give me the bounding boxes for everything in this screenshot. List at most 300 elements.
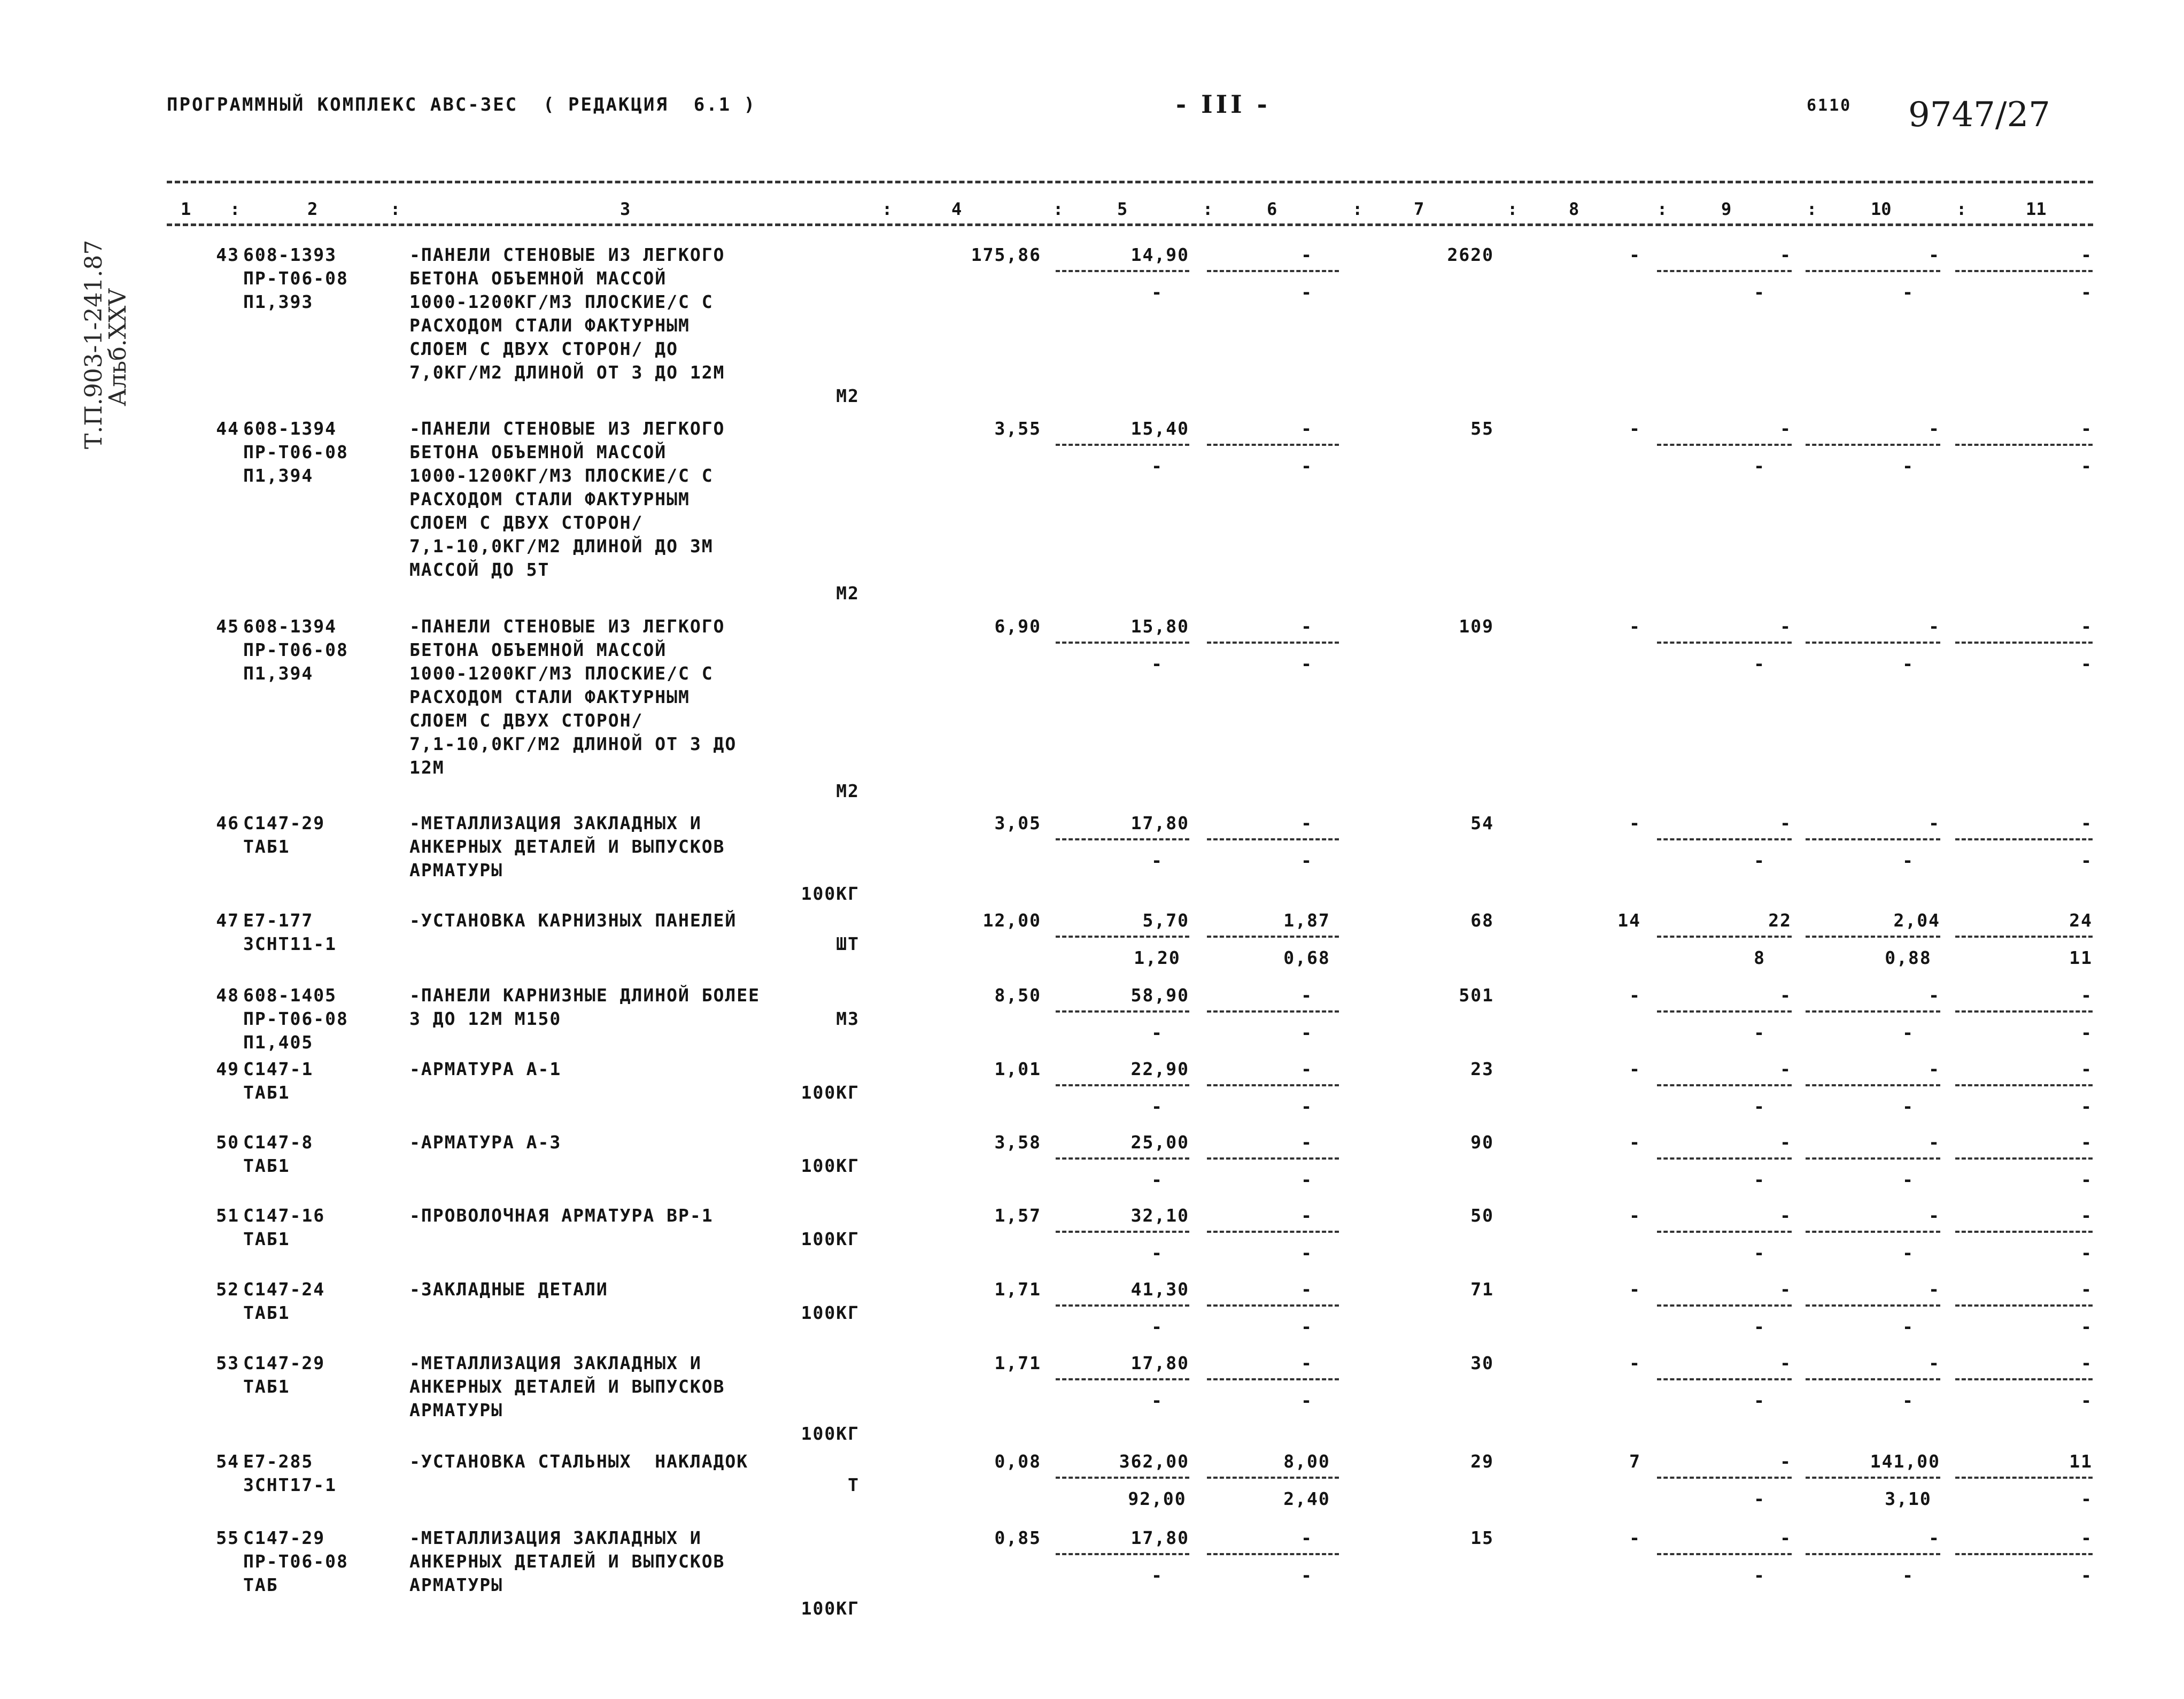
row-53-col4: 1,71 — [994, 1353, 1041, 1373]
row-45-description-line: 7,1-10,0КГ/М2 ДЛИНОЙ ОТ 3 ДО — [409, 733, 737, 754]
row-51-col8: - — [1629, 1205, 1641, 1226]
row-51-col7: 50 — [1470, 1205, 1494, 1226]
row-44-col6-secondary: - — [1301, 455, 1313, 476]
row-53-col11-secondary: - — [2081, 1390, 2093, 1411]
row-52-code-line: С147-24 — [243, 1279, 326, 1300]
row-48-rule-col5 — [1056, 1010, 1189, 1013]
row-52-col10: - — [1929, 1279, 1940, 1300]
row-55-col10: - — [1929, 1527, 1940, 1548]
row-43-rule-col10 — [1806, 270, 1940, 272]
row-43-rule-col11 — [1955, 270, 2093, 272]
row-47-description-line: -УСТАНОВКА КАРНИЗНЫХ ПАНЕЛЕЙ — [409, 910, 737, 931]
row-44-description-line: -ПАНЕЛИ СТЕНОВЫЕ ИЗ ЛЕГКОГО — [409, 418, 725, 439]
row-53-rule-col5 — [1056, 1378, 1189, 1380]
row-47-rule-col10 — [1806, 936, 1940, 938]
row-44-rule-col6 — [1207, 444, 1339, 446]
row-44-description-line: 1000-1200КГ/М3 ПЛОСКИЕ/С С — [409, 465, 714, 486]
row-44-col11: - — [2081, 418, 2093, 439]
row-51-rule-col9 — [1657, 1231, 1792, 1233]
row-47-col6-secondary: 0,68 — [1283, 947, 1330, 968]
row-45-rule-col10 — [1806, 642, 1940, 644]
row-50-rule-col10 — [1806, 1157, 1940, 1160]
row-47-col8: 14 — [1617, 910, 1641, 931]
row-49-col7: 23 — [1470, 1059, 1494, 1079]
row-43-description-line: 7,0КГ/М2 ДЛИНОЙ ОТ 3 ДО 12М — [409, 362, 725, 383]
row-53-col10-secondary: - — [1902, 1390, 1914, 1411]
row-52-col6: - — [1301, 1279, 1313, 1300]
row-45-description-line: БЕТОНА ОБЪЕМНОЙ МАССОЙ — [409, 639, 667, 660]
row-54-code-line: ЗСНТ17-1 — [243, 1474, 337, 1495]
row-54-col10-secondary: 3,10 — [1885, 1488, 1932, 1509]
row-53-unit: 100КГ — [801, 1423, 859, 1444]
row-43-col11-secondary: - — [2081, 282, 2093, 303]
row-55-description-line: -МЕТАЛЛИЗАЦИЯ ЗАКЛАДНЫХ И — [409, 1527, 702, 1548]
column-separator: : — [390, 199, 401, 219]
row-45-code-line: 608-1394 — [243, 616, 337, 637]
row-50-col5-secondary: - — [1151, 1169, 1163, 1190]
row-54-rule-col9 — [1657, 1477, 1792, 1479]
row-51-unit: 100КГ — [801, 1229, 859, 1249]
row-48-code-line: ПР-Т06-08 — [243, 1008, 348, 1029]
row-54-col11: 11 — [2069, 1451, 2093, 1472]
row-55-col9-secondary: - — [1754, 1565, 1765, 1586]
column-header-3: 3 — [620, 199, 631, 219]
row-43-rule-col5 — [1056, 270, 1189, 272]
row-55-rule-col6 — [1207, 1553, 1339, 1555]
row-49-col10-secondary: - — [1902, 1096, 1914, 1117]
row-47-col11-secondary: 11 — [2069, 947, 2093, 968]
row-50-col6: - — [1301, 1132, 1313, 1153]
row-52-col5-secondary: - — [1151, 1316, 1163, 1337]
row-50-col10: - — [1929, 1132, 1940, 1153]
row-54-col11-secondary: - — [2081, 1488, 2093, 1509]
row-44-col9: - — [1780, 418, 1792, 439]
row-45-col5-secondary: - — [1151, 653, 1163, 674]
row-52-col9-secondary: - — [1754, 1316, 1765, 1337]
row-53-rule-col6 — [1207, 1378, 1339, 1380]
row-49-col9: - — [1780, 1059, 1792, 1079]
row-49-rule-col10 — [1806, 1084, 1940, 1086]
row-43-description-line: СЛОЕМ С ДВУХ СТОРОН/ ДО — [409, 338, 678, 359]
row-53-col6: - — [1301, 1353, 1313, 1373]
row-49-description-line: -АРМАТУРА А-1 — [409, 1059, 562, 1079]
row-54-col4: 0,08 — [994, 1451, 1041, 1472]
row-47-col11: 24 — [2069, 910, 2093, 931]
row-45-col8: - — [1629, 616, 1641, 637]
row-49-code-line: ТАБ1 — [243, 1082, 290, 1103]
row-48-number: 48 — [216, 985, 239, 1006]
row-49-rule-col9 — [1657, 1084, 1792, 1086]
row-50-code-line: С147-8 — [243, 1132, 314, 1153]
row-45-rule-col9 — [1657, 642, 1792, 644]
row-46-col6: - — [1301, 813, 1313, 833]
row-54-col5: 362,00 — [1119, 1451, 1189, 1472]
row-51-col5-secondary: - — [1151, 1242, 1163, 1263]
row-47-col10: 2,04 — [1893, 910, 1940, 931]
column-header-7: 7 — [1414, 199, 1424, 219]
row-43-description-line: -ПАНЕЛИ СТЕНОВЫЕ ИЗ ЛЕГКОГО — [409, 244, 725, 265]
row-43-col11: - — [2081, 244, 2093, 265]
row-49-rule-col11 — [1955, 1084, 2093, 1086]
row-55-col10-secondary: - — [1902, 1565, 1914, 1586]
row-46-description-line: АНКЕРНЫХ ДЕТАЛЕЙ И ВЫПУСКОВ — [409, 836, 725, 857]
row-46-description-line: -МЕТАЛЛИЗАЦИЯ ЗАКЛАДНЫХ И — [409, 813, 702, 833]
row-43-code-line: П1,393 — [243, 291, 314, 312]
row-53-description-line: АРМАТУРЫ — [409, 1400, 503, 1420]
row-49-col5: 22,90 — [1130, 1059, 1189, 1079]
row-52-rule-col11 — [1955, 1304, 2093, 1307]
row-51-col9: - — [1780, 1205, 1792, 1226]
row-55-col6: - — [1301, 1527, 1313, 1548]
row-54-col7: 29 — [1470, 1451, 1494, 1472]
row-54-unit: Т — [848, 1474, 859, 1495]
row-44-col6: - — [1301, 418, 1313, 439]
row-51-rule-col11 — [1955, 1231, 2093, 1233]
row-52-code-line: ТАБ1 — [243, 1302, 290, 1323]
row-52-col11-secondary: - — [2081, 1316, 2093, 1337]
row-54-col6: 8,00 — [1283, 1451, 1330, 1472]
page-number: - III - — [1176, 90, 1271, 119]
row-50-rule-col9 — [1657, 1157, 1792, 1160]
column-separator: : — [1807, 199, 1817, 219]
row-52-rule-col6 — [1207, 1304, 1339, 1307]
row-49-unit: 100КГ — [801, 1082, 859, 1103]
row-47-col5: 5,70 — [1142, 910, 1189, 931]
row-55-number: 55 — [216, 1527, 239, 1548]
row-53-rule-col10 — [1806, 1378, 1940, 1380]
row-43-unit: М2 — [836, 385, 859, 406]
row-48-col8: - — [1629, 985, 1641, 1006]
row-45-rule-col6 — [1207, 642, 1339, 644]
row-50-description-line: -АРМАТУРА А-3 — [409, 1132, 562, 1153]
row-43-col10: - — [1929, 244, 1940, 265]
row-54-number: 54 — [216, 1451, 239, 1472]
row-46-rule-col9 — [1657, 838, 1792, 840]
column-separator: : — [230, 199, 241, 219]
row-54-col9-secondary: - — [1754, 1488, 1765, 1509]
column-header-4: 4 — [951, 199, 962, 219]
row-46-col5-secondary: - — [1151, 850, 1163, 871]
handwritten-number: 9747/27 — [1908, 95, 2050, 135]
row-45-description-line: СЛОЕМ С ДВУХ СТОРОН/ — [409, 710, 644, 731]
row-47-rule-col5 — [1056, 936, 1189, 938]
row-44-col9-secondary: - — [1754, 455, 1765, 476]
row-53-col8: - — [1629, 1353, 1641, 1373]
row-44-rule-col9 — [1657, 444, 1792, 446]
row-48-description-line: 3 ДО 12М М150 — [409, 1008, 562, 1029]
column-separator: : — [882, 199, 893, 219]
row-53-col7: 30 — [1470, 1353, 1494, 1373]
row-46-col5: 17,80 — [1130, 813, 1189, 833]
column-separator: : — [1507, 199, 1518, 219]
row-49-col5-secondary: - — [1151, 1096, 1163, 1117]
row-46-col4: 3,05 — [994, 813, 1041, 833]
row-45-col11-secondary: - — [2081, 653, 2093, 674]
row-53-col6-secondary: - — [1301, 1390, 1313, 1411]
row-45-description-line: 12М — [409, 757, 445, 778]
row-43-col6: - — [1301, 244, 1313, 265]
row-52-unit: 100КГ — [801, 1302, 859, 1323]
row-55-col5-secondary: - — [1151, 1565, 1163, 1586]
row-44-description-line: РАСХОДОМ СТАЛИ ФАКТУРНЫМ — [409, 489, 690, 509]
row-49-col4: 1,01 — [994, 1059, 1041, 1079]
row-48-rule-col6 — [1207, 1010, 1339, 1013]
row-46-col7: 54 — [1470, 813, 1494, 833]
row-43-col5: 14,90 — [1130, 244, 1189, 265]
row-46-number: 46 — [216, 813, 239, 833]
row-47-col5-secondary: 1,20 — [1134, 947, 1181, 968]
row-55-code-line: ПР-Т06-08 — [243, 1551, 348, 1572]
row-51-col11-secondary: - — [2081, 1242, 2093, 1263]
row-46-rule-col6 — [1207, 838, 1339, 840]
row-48-col10: - — [1929, 985, 1940, 1006]
row-45-description-line: РАСХОДОМ СТАЛИ ФАКТУРНЫМ — [409, 686, 690, 707]
row-51-col10: - — [1929, 1205, 1940, 1226]
row-48-rule-col9 — [1657, 1010, 1792, 1013]
row-55-col11-secondary: - — [2081, 1565, 2093, 1586]
row-50-col6-secondary: - — [1301, 1169, 1313, 1190]
row-48-unit: М3 — [836, 1008, 859, 1029]
row-52-col5: 41,30 — [1130, 1279, 1189, 1300]
row-47-number: 47 — [216, 910, 239, 931]
row-49-col10: - — [1929, 1059, 1940, 1079]
row-51-code-line: С147-16 — [243, 1205, 326, 1226]
row-48-rule-col10 — [1806, 1010, 1940, 1013]
row-47-unit: ШТ — [836, 933, 859, 954]
row-45-col10-secondary: - — [1902, 653, 1914, 674]
row-54-col6-secondary: 2,40 — [1283, 1488, 1330, 1509]
row-51-col10-secondary: - — [1902, 1242, 1914, 1263]
row-49-col9-secondary: - — [1754, 1096, 1765, 1117]
row-53-description-line: АНКЕРНЫХ ДЕТАЛЕЙ И ВЫПУСКОВ — [409, 1376, 725, 1397]
row-46-col11: - — [2081, 813, 2093, 833]
column-header-1: 1 — [181, 199, 191, 219]
row-48-rule-col11 — [1955, 1010, 2093, 1013]
row-51-code-line: ТАБ1 — [243, 1229, 290, 1249]
row-44-col7: 55 — [1470, 418, 1494, 439]
row-51-col5: 32,10 — [1130, 1205, 1189, 1226]
column-separator: : — [1956, 199, 1967, 219]
side-stamp-album: Альб.XXV — [104, 288, 131, 406]
row-44-code-line: П1,394 — [243, 465, 314, 486]
row-46-unit: 100КГ — [801, 883, 859, 904]
row-50-col11-secondary: - — [2081, 1169, 2093, 1190]
row-54-col10: 141,00 — [1870, 1451, 1940, 1472]
row-54-rule-col6 — [1207, 1477, 1339, 1479]
row-43-number: 43 — [216, 244, 239, 265]
row-43-col6-secondary: - — [1301, 282, 1313, 303]
row-44-col11-secondary: - — [2081, 455, 2093, 476]
row-55-rule-col10 — [1806, 1553, 1940, 1555]
program-header: ПРОГРАММНЫЙ КОМПЛЕКС АВС-ЗЕС ( РЕДАКЦИЯ 6.1 ) — [167, 94, 757, 115]
row-48-col9-secondary: - — [1754, 1022, 1765, 1043]
row-53-code-line: ТАБ1 — [243, 1376, 290, 1397]
row-46-rule-col5 — [1056, 838, 1189, 840]
row-49-rule-col6 — [1207, 1084, 1339, 1086]
row-52-rule-col9 — [1657, 1304, 1792, 1307]
row-44-description-line: СЛОЕМ С ДВУХ СТОРОН/ — [409, 512, 644, 533]
row-43-description-line: РАСХОДОМ СТАЛИ ФАКТУРНЫМ — [409, 315, 690, 336]
row-44-code-line: 608-1394 — [243, 418, 337, 439]
row-53-description-line: -МЕТАЛЛИЗАЦИЯ ЗАКЛАДНЫХ И — [409, 1353, 702, 1373]
row-55-col5: 17,80 — [1130, 1527, 1189, 1548]
row-44-rule-col11 — [1955, 444, 2093, 446]
row-50-rule-col11 — [1955, 1157, 2093, 1160]
row-50-col10-secondary: - — [1902, 1169, 1914, 1190]
header-bottom-rule — [167, 223, 2093, 226]
row-46-col10-secondary: - — [1902, 850, 1914, 871]
row-45-description-line: -ПАНЕЛИ СТЕНОВЫЕ ИЗ ЛЕГКОГО — [409, 616, 725, 637]
row-48-col5-secondary: - — [1151, 1022, 1163, 1043]
row-46-col6-secondary: - — [1301, 850, 1313, 871]
row-45-description-line: 1000-1200КГ/М3 ПЛОСКИЕ/С С — [409, 663, 714, 684]
row-45-col4: 6,90 — [994, 616, 1041, 637]
row-53-code-line: С147-29 — [243, 1353, 326, 1373]
row-53-rule-col9 — [1657, 1378, 1792, 1380]
row-51-rule-col6 — [1207, 1231, 1339, 1233]
row-49-col11-secondary: - — [2081, 1096, 2093, 1117]
row-49-col8: - — [1629, 1059, 1641, 1079]
row-49-code-line: С147-1 — [243, 1059, 314, 1079]
column-header-10: 10 — [1871, 199, 1892, 219]
top-rule — [167, 181, 2093, 183]
row-51-col4: 1,57 — [994, 1205, 1041, 1226]
row-54-rule-col5 — [1056, 1477, 1189, 1479]
column-header-6: 6 — [1267, 199, 1277, 219]
row-44-col10-secondary: - — [1902, 455, 1914, 476]
row-43-description-line: БЕТОНА ОБЪЕМНОЙ МАССОЙ — [409, 268, 667, 289]
row-46-rule-col11 — [1955, 838, 2093, 840]
row-45-unit: М2 — [836, 781, 859, 801]
row-50-col5: 25,00 — [1130, 1132, 1189, 1153]
row-55-col4: 0,85 — [994, 1527, 1041, 1548]
row-50-col7: 90 — [1470, 1132, 1494, 1153]
row-51-description-line: -ПРОВОЛОЧНАЯ АРМАТУРА ВР-1 — [409, 1205, 714, 1226]
row-54-col8: 7 — [1629, 1451, 1641, 1472]
row-47-code-line: ЗСНТ11-1 — [243, 933, 337, 954]
row-50-col9-secondary: - — [1754, 1169, 1765, 1190]
row-45-col11: - — [2081, 616, 2093, 637]
row-45-code-line: П1,394 — [243, 663, 314, 684]
row-55-col11: - — [2081, 1527, 2093, 1548]
row-51-rule-col10 — [1806, 1231, 1940, 1233]
row-46-rule-col10 — [1806, 838, 1940, 840]
column-header-9: 9 — [1721, 199, 1732, 219]
row-53-col5: 17,80 — [1130, 1353, 1189, 1373]
row-47-col6: 1,87 — [1283, 910, 1330, 931]
row-55-code-line: ТАБ — [243, 1574, 278, 1595]
row-44-col10: - — [1929, 418, 1940, 439]
row-43-col8: - — [1629, 244, 1641, 265]
row-49-rule-col5 — [1056, 1084, 1189, 1086]
row-49-col6: - — [1301, 1059, 1313, 1079]
row-45-col7: 109 — [1459, 616, 1494, 637]
row-51-col6: - — [1301, 1205, 1313, 1226]
row-47-code-line: Е7-177 — [243, 910, 314, 931]
row-47-col9-secondary: 8 — [1754, 947, 1765, 968]
row-51-rule-col5 — [1056, 1231, 1189, 1233]
row-55-code-line: С147-29 — [243, 1527, 326, 1548]
row-45-col5: 15,80 — [1130, 616, 1189, 637]
side-stamp-project: Т.П.903-1-241.87 — [80, 240, 107, 449]
row-54-col9: - — [1780, 1451, 1792, 1472]
row-53-col10: - — [1929, 1353, 1940, 1373]
row-45-code-line: ПР-Т06-08 — [243, 639, 348, 660]
row-52-rule-col10 — [1806, 1304, 1940, 1307]
row-44-code-line: ПР-Т06-08 — [243, 442, 348, 462]
column-separator: : — [1053, 199, 1064, 219]
row-48-col9: - — [1780, 985, 1792, 1006]
row-44-rule-col5 — [1056, 444, 1189, 446]
row-48-col4: 8,50 — [994, 985, 1041, 1006]
row-44-col5: 15,40 — [1130, 418, 1189, 439]
row-43-description-line: 1000-1200КГ/М3 ПЛОСКИЕ/С С — [409, 291, 714, 312]
row-44-unit: М2 — [836, 583, 859, 604]
row-51-col9-secondary: - — [1754, 1242, 1765, 1263]
row-45-col6-secondary: - — [1301, 653, 1313, 674]
row-53-col5-secondary: - — [1151, 1390, 1163, 1411]
row-50-col4: 3,58 — [994, 1132, 1041, 1153]
row-43-col4: 175,86 — [971, 244, 1041, 265]
row-43-rule-col9 — [1657, 270, 1792, 272]
row-48-col11-secondary: - — [2081, 1022, 2093, 1043]
row-52-col7: 71 — [1470, 1279, 1494, 1300]
row-52-col11: - — [2081, 1279, 2093, 1300]
row-55-rule-col5 — [1056, 1553, 1189, 1555]
row-46-col10: - — [1929, 813, 1940, 833]
row-53-rule-col11 — [1955, 1378, 2093, 1380]
row-46-col11-secondary: - — [2081, 850, 2093, 871]
row-45-col9-secondary: - — [1754, 653, 1765, 674]
row-43-col9-secondary: - — [1754, 282, 1765, 303]
column-header-11: 11 — [2026, 199, 2047, 219]
row-54-description-line: -УСТАНОВКА СТАЛЬНЫХ НАКЛАДОК — [409, 1451, 749, 1472]
row-46-col8: - — [1629, 813, 1641, 833]
row-48-col6: - — [1301, 985, 1313, 1006]
row-49-col6-secondary: - — [1301, 1096, 1313, 1117]
row-55-description-line: АНКЕРНЫХ ДЕТАЛЕЙ И ВЫПУСКОВ — [409, 1551, 725, 1572]
row-45-col10: - — [1929, 616, 1940, 637]
row-46-code-line: ТАБ1 — [243, 836, 290, 857]
row-48-col7: 501 — [1459, 985, 1494, 1006]
column-separator: : — [1352, 199, 1363, 219]
row-43-col7: 2620 — [1447, 244, 1494, 265]
row-53-col9: - — [1780, 1353, 1792, 1373]
row-52-col10-secondary: - — [1902, 1316, 1914, 1337]
row-55-rule-col11 — [1955, 1553, 2093, 1555]
row-44-col8: - — [1629, 418, 1641, 439]
row-52-col4: 1,71 — [994, 1279, 1041, 1300]
row-46-description-line: АРМАТУРЫ — [409, 860, 503, 881]
row-44-description-line: МАССОЙ ДО 5Т — [409, 559, 550, 580]
row-51-number: 51 — [216, 1205, 239, 1226]
row-55-col7: 15 — [1470, 1527, 1494, 1548]
row-50-code-line: ТАБ1 — [243, 1155, 290, 1176]
sheet-code: 6110 — [1807, 96, 1852, 115]
row-52-col9: - — [1780, 1279, 1792, 1300]
row-55-description-line: АРМАТУРЫ — [409, 1574, 503, 1595]
row-47-col7: 68 — [1470, 910, 1494, 931]
row-50-col9: - — [1780, 1132, 1792, 1153]
row-54-rule-col10 — [1806, 1477, 1940, 1479]
row-54-col5-secondary: 92,00 — [1128, 1488, 1187, 1509]
row-53-col9-secondary: - — [1754, 1390, 1765, 1411]
row-50-col8: - — [1629, 1132, 1641, 1153]
row-52-number: 52 — [216, 1279, 239, 1300]
row-43-rule-col6 — [1207, 270, 1339, 272]
row-54-rule-col11 — [1955, 1477, 2093, 1479]
row-50-rule-col6 — [1207, 1157, 1339, 1160]
